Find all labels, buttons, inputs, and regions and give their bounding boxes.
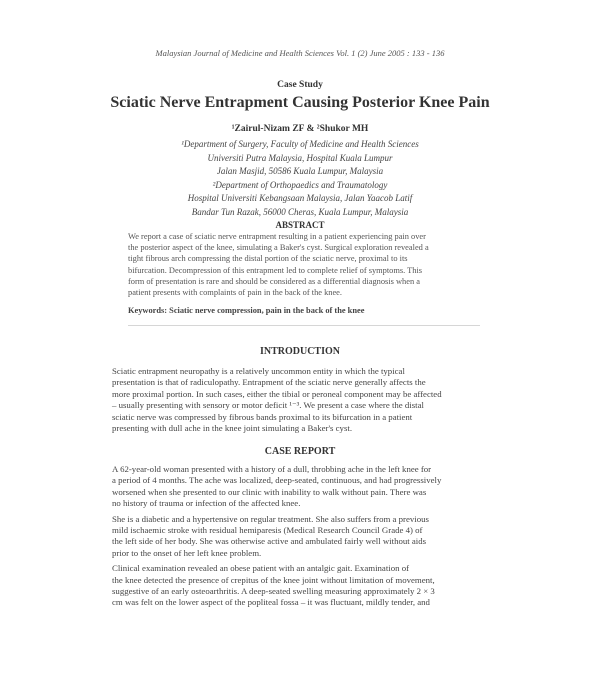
case-line: a period of 4 months. The ache was localized, deep-seated, continuous, and had progressively	[112, 475, 442, 486]
intro-line: more proximal portion. In such cases, either the tibial or peroneal component may be affected	[112, 388, 442, 399]
intro-line: Sciatic entrapment neuropathy is a relatively uncommon entity in which the typical	[112, 366, 405, 376]
case-line: Clinical examination revealed an obese patient with an antalgic gait. Examination of	[112, 563, 410, 574]
affiliation-line: ¹Department of Surgery, Faculty of Medicine and Health Sciences	[181, 139, 419, 149]
intro-line: presenting with dull ache in the knee joint simulating a Baker's cyst.	[112, 423, 353, 434]
introduction-heading: INTRODUCTION	[259, 346, 340, 357]
case-line: A 62-year-old woman presented with a history of a dull, throbbing ache in the left knee for	[112, 464, 432, 474]
case-line: cm was felt on the lower aspect of the popliteal fossa – it was fluctuant, mildly tender, and	[112, 597, 430, 608]
affiliation-line: Universiti Putra Malaysia, Hospital Kuala Lumpur	[207, 152, 393, 163]
article-title: Sciatic Nerve Entrapment Causing Posterior Knee Pain	[110, 94, 490, 111]
case-line: mild ischaemic stroke with residual hemiparesis (Medical Research Council Grade 4) of	[112, 525, 423, 536]
case-report-heading: CASE REPORT	[264, 446, 336, 457]
case-line: suggestive of an early osteoarthritis. A deep-seated swelling measuring approximately 2 × 3	[112, 586, 435, 597]
case-line: worsened when she presented to our clinic with inability to walk without pain. There was	[112, 486, 427, 497]
keywords: Keywords: Sciatic nerve compression, pain in the back of the knee	[128, 306, 365, 315]
case-report-body	[112, 464, 494, 609]
abstract-line: form of presentation is rare and should be considered as a differential diagnosis when a	[128, 276, 420, 286]
journal-citation: Malaysian Journal of Medicine and Health Sciences Vol. 1 (2) June 2005 : 133 - 136	[155, 48, 445, 58]
intro-line: sciatic nerve was compressed by fibrous bands proximal to its bifurcation in a patient	[112, 411, 413, 422]
affiliations	[0, 138, 600, 219]
affiliation-line: Bandar Tun Razak, 56000 Cheras, Kuala Lumpur, Malaysia	[191, 206, 409, 217]
case-line: prior to the onset of her left knee problem.	[112, 547, 262, 558]
abstract-heading: ABSTRACT	[275, 220, 325, 230]
case-line: the left side of her body. She was otherwise active and ambulated fairly well without aids	[112, 536, 427, 547]
abstract-line: the posterior aspect of the knee, simulating a Baker's cyst. Surgical exploration revealed a	[128, 243, 429, 253]
abstract-body	[128, 231, 480, 298]
case-line: the knee detected the presence of crepitus of the knee joint without limitation of movement,	[112, 574, 435, 585]
abstract-line: patient presents with complaints of pain in the back of the knee.	[128, 288, 342, 298]
affiliation-line: Hospital Universiti Kebangsaan Malaysia, Jalan Yaacob Latif	[187, 193, 413, 203]
abstract-line: tight fibrous arch compressing the distal portion of the sciatic nerve, proximal to its	[128, 254, 408, 264]
abstract-line: We report a case of sciatic nerve entrapment resulting in a patient experiencing pain over	[128, 232, 426, 241]
affiliation-line: Jalan Masjid, 50586 Kuala Lumpur, Malaysia	[216, 166, 384, 176]
introduction-body	[112, 366, 494, 434]
intro-line: – usually presenting with sensory or motor deficit ¹⁻³. We present a case where the distal	[112, 400, 424, 411]
case-line: She is a diabetic and a hypertensive on regular treatment. She also suffers from a previous	[112, 513, 429, 524]
abstract-line: bifurcation. Decompression of this entrapment led to complete relief of symptoms. This	[128, 265, 423, 275]
intro-line: presentation is that of radiculopathy. Entrapment of the sciatic nerve generally affects the	[112, 377, 426, 388]
author-list: ¹Zairul-Nizam ZF & ²Shukor MH	[231, 124, 369, 134]
article-type-label: Case Study	[277, 80, 323, 90]
section-divider	[128, 325, 480, 326]
affiliation-line: ²Department of Orthopaedics and Traumatology	[212, 179, 388, 190]
case-line: no history of trauma or infection of the affected knee.	[112, 498, 301, 509]
